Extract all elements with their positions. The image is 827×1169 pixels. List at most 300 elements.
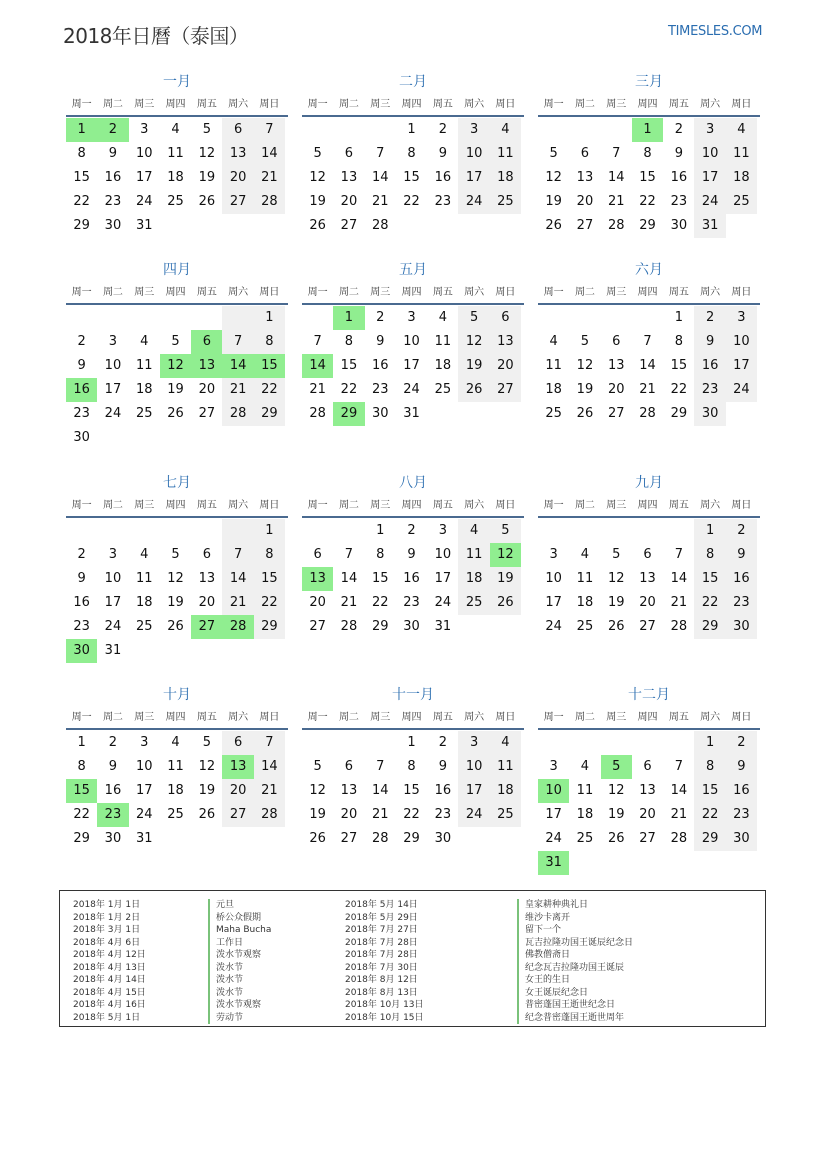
day-cell: 16 xyxy=(73,595,90,610)
weekday-label: 周五 xyxy=(668,500,689,511)
day-cell: 27 xyxy=(639,831,656,846)
day-cell: 30 xyxy=(726,615,757,639)
holiday-date: 2018年 4月 6日 xyxy=(73,937,141,948)
day-cell: 22 xyxy=(694,591,725,615)
day-cell: 11 xyxy=(135,571,153,586)
day-cell: 29 xyxy=(694,827,725,851)
holiday-name: 女王诞辰纪念日 xyxy=(517,987,633,1000)
day-cell: 20 xyxy=(309,595,326,610)
day-cell: 4 xyxy=(171,735,180,750)
day-cell: 24 xyxy=(135,194,153,209)
day-cell: 7 xyxy=(376,146,385,161)
day-cell: 5 xyxy=(313,146,322,161)
day-cell: 12 xyxy=(309,170,326,185)
day-cell: 3 xyxy=(726,306,757,330)
day-cell: 4 xyxy=(438,310,447,325)
day-cell: 22 xyxy=(254,591,285,615)
day-cell: 24 xyxy=(726,378,757,402)
day-cell: 12 xyxy=(545,170,562,185)
day-cell: 6 xyxy=(490,306,521,330)
day-cell: 18 xyxy=(576,595,594,610)
day-cell: 11 xyxy=(726,142,757,166)
day-cell: 30 xyxy=(104,218,122,233)
day-cell: 3 xyxy=(458,118,489,142)
day-cell: 25 xyxy=(458,591,489,615)
day-cell: 29 xyxy=(371,619,389,634)
day-grid xyxy=(538,731,760,875)
holiday-names-col-2 xyxy=(517,899,633,1024)
day-cell: 7 xyxy=(344,547,354,562)
day-cell: 21 xyxy=(254,779,285,803)
weekday-label: 周四 xyxy=(401,287,422,298)
day-cell: 19 xyxy=(607,807,625,822)
day-cell: 20 xyxy=(340,807,358,822)
day-cell: 6 xyxy=(313,547,322,562)
day-cell: 6 xyxy=(191,330,222,354)
day-cell: 10 xyxy=(458,755,489,779)
weekday-label: 周一 xyxy=(71,500,92,511)
weekday-label: 周四 xyxy=(637,500,658,511)
day-cell: 18 xyxy=(545,382,562,397)
day-cell: 5 xyxy=(490,519,521,543)
header-rule xyxy=(302,516,524,518)
empty-cell xyxy=(191,519,222,543)
day-cell: 21 xyxy=(371,807,389,822)
holiday-name: 泼水节 xyxy=(208,962,271,975)
day-cell: 29 xyxy=(639,218,656,233)
weekday-header xyxy=(538,496,760,516)
day-cell: 15 xyxy=(670,358,688,373)
month-block xyxy=(302,260,524,426)
day-cell: 25 xyxy=(135,619,153,634)
day-grid xyxy=(66,519,288,663)
weekday-header xyxy=(66,496,288,516)
day-cell: 1 xyxy=(632,118,663,142)
empty-cell xyxy=(601,731,632,755)
day-cell: 11 xyxy=(490,755,521,779)
weekday-label: 周三 xyxy=(606,287,627,298)
empty-cell xyxy=(66,306,97,330)
day-cell: 27 xyxy=(576,218,594,233)
weekday-label: 周六 xyxy=(464,99,485,110)
empty-cell xyxy=(333,731,364,755)
holiday-name: 女王的生日 xyxy=(517,974,633,987)
day-cell: 17 xyxy=(403,358,420,373)
day-cell: 30 xyxy=(66,639,97,663)
day-cell: 25 xyxy=(167,807,184,822)
day-cell: 25 xyxy=(726,190,757,214)
holiday-name: 皇家耕种典礼日 xyxy=(517,899,633,912)
brand-link[interactable]: TIMESLES.COM xyxy=(668,24,763,39)
month-name: 十月 xyxy=(163,687,191,703)
day-cell: 14 xyxy=(254,755,285,779)
day-cell: 20 xyxy=(198,595,216,610)
weekday-header xyxy=(538,708,760,728)
day-cell: 4 xyxy=(549,334,558,349)
day-cell: 5 xyxy=(313,759,322,774)
holiday-name: 留下一个 xyxy=(517,924,633,937)
day-cell: 22 xyxy=(73,194,90,209)
day-cell: 6 xyxy=(612,334,621,349)
day-cell: 20 xyxy=(198,382,216,397)
empty-cell xyxy=(333,519,364,543)
day-cell: 29 xyxy=(333,402,364,426)
day-cell: 18 xyxy=(726,166,757,190)
day-cell: 27 xyxy=(222,190,253,214)
day-cell: 12 xyxy=(198,146,216,161)
day-cell: 8 xyxy=(344,334,354,349)
day-cell: 16 xyxy=(694,354,725,378)
weekday-label: 周六 xyxy=(700,287,721,298)
weekday-label: 周一 xyxy=(307,287,328,298)
weekday-label: 周一 xyxy=(543,712,564,723)
day-cell: 19 xyxy=(607,595,625,610)
day-cell: 7 xyxy=(222,330,253,354)
day-cell: 28 xyxy=(309,406,326,421)
day-cell: 16 xyxy=(726,567,757,591)
weekday-label: 周六 xyxy=(228,99,249,110)
day-cell: 28 xyxy=(222,402,253,426)
day-cell: 27 xyxy=(340,831,358,846)
day-cell: 4 xyxy=(490,118,521,142)
day-cell: 6 xyxy=(202,547,211,562)
day-cell: 22 xyxy=(639,194,656,209)
weekday-label: 周二 xyxy=(338,500,359,511)
day-cell: 26 xyxy=(607,619,625,634)
day-cell: 15 xyxy=(340,358,358,373)
day-cell: 9 xyxy=(674,146,683,161)
day-cell: 4 xyxy=(171,122,180,137)
day-cell: 12 xyxy=(309,783,326,798)
day-cell: 30 xyxy=(434,831,452,846)
day-grid xyxy=(66,731,288,851)
weekday-label: 周一 xyxy=(543,287,564,298)
day-cell: 14 xyxy=(670,783,688,798)
day-cell: 16 xyxy=(104,783,122,798)
day-cell: 28 xyxy=(371,218,389,233)
day-cell: 10 xyxy=(538,779,569,803)
day-cell: 19 xyxy=(198,783,216,798)
day-cell: 16 xyxy=(726,779,757,803)
day-cell: 29 xyxy=(670,406,688,421)
day-cell: 28 xyxy=(371,831,389,846)
day-grid xyxy=(538,306,760,426)
holiday-name: 纪念瓦吉拉隆功国王诞辰 xyxy=(517,962,633,975)
weekday-label: 周五 xyxy=(432,287,453,298)
weekday-label: 周日 xyxy=(731,99,752,110)
day-cell: 16 xyxy=(670,170,688,185)
weekday-label: 周日 xyxy=(731,287,752,298)
day-cell: 9 xyxy=(726,543,757,567)
day-cell: 14 xyxy=(639,358,656,373)
day-cell: 20 xyxy=(222,779,253,803)
day-cell: 25 xyxy=(490,190,521,214)
month-name: 十一月 xyxy=(392,687,434,703)
holiday-date: 2018年 8月 13日 xyxy=(345,987,418,998)
holiday-date: 2018年 4月 12日 xyxy=(73,950,146,960)
day-cell: 19 xyxy=(545,194,562,209)
day-cell: 24 xyxy=(135,807,153,822)
holiday-date: 2018年 10月 13日 xyxy=(345,1000,424,1010)
empty-cell xyxy=(569,519,600,543)
weekday-header xyxy=(66,95,288,115)
day-cell: 5 xyxy=(171,334,180,349)
day-cell: 13 xyxy=(340,783,358,798)
weekday-label: 周二 xyxy=(574,287,595,298)
holiday-date: 2018年 1月 1日 xyxy=(73,900,141,910)
day-cell: 12 xyxy=(160,354,191,378)
day-cell: 14 xyxy=(222,354,253,378)
weekday-header xyxy=(538,95,760,115)
day-cell: 17 xyxy=(458,166,489,190)
weekday-label: 周五 xyxy=(196,712,217,723)
day-cell: 13 xyxy=(340,170,358,185)
day-cell: 10 xyxy=(458,142,489,166)
day-cell: 4 xyxy=(140,334,149,349)
day-cell: 27 xyxy=(490,378,521,402)
weekday-label: 周二 xyxy=(574,712,595,723)
day-cell: 8 xyxy=(694,543,725,567)
day-cell: 30 xyxy=(694,402,725,426)
holiday-date: 2018年 8月 12日 xyxy=(345,975,418,985)
holiday-date: 2018年 5月 14日 xyxy=(345,900,418,910)
holiday-date: 2018年 5月 29日 xyxy=(345,912,418,923)
month-name: 十二月 xyxy=(628,687,670,703)
day-cell: 22 xyxy=(73,807,90,822)
empty-cell xyxy=(97,519,128,543)
day-cell: 5 xyxy=(202,735,211,750)
empty-cell xyxy=(302,519,333,543)
day-cell: 4 xyxy=(140,547,149,562)
empty-cell xyxy=(222,306,253,330)
day-grid xyxy=(66,306,288,450)
day-cell: 19 xyxy=(490,567,521,591)
header-rule xyxy=(302,728,524,730)
day-cell: 6 xyxy=(580,146,590,161)
day-cell: 7 xyxy=(222,543,253,567)
empty-cell xyxy=(663,519,694,543)
weekday-label: 周六 xyxy=(228,500,249,511)
day-cell: 27 xyxy=(607,406,625,421)
empty-cell xyxy=(632,731,663,755)
day-cell: 19 xyxy=(458,354,489,378)
weekday-label: 周二 xyxy=(338,287,359,298)
month-block xyxy=(66,260,288,450)
day-cell: 2 xyxy=(108,735,118,750)
day-cell: 21 xyxy=(607,194,625,209)
day-cell: 3 xyxy=(438,523,447,538)
day-cell: 26 xyxy=(490,591,521,615)
day-cell: 28 xyxy=(639,406,656,421)
day-cell: 15 xyxy=(371,571,389,586)
weekday-label: 周四 xyxy=(637,287,658,298)
day-cell: 26 xyxy=(607,831,625,846)
holiday-date: 2018年 4月 15日 xyxy=(73,987,146,998)
weekday-label: 周日 xyxy=(495,500,516,511)
day-cell: 5 xyxy=(549,146,558,161)
day-cell: 17 xyxy=(545,595,562,610)
day-cell: 13 xyxy=(191,354,222,378)
day-cell: 14 xyxy=(254,142,285,166)
weekday-label: 周三 xyxy=(134,500,155,511)
day-cell: 14 xyxy=(607,170,625,185)
day-cell: 31 xyxy=(104,643,122,658)
day-cell: 13 xyxy=(490,330,521,354)
day-cell: 27 xyxy=(340,218,358,233)
day-grid xyxy=(538,519,760,639)
day-cell: 12 xyxy=(198,759,216,774)
day-cell: 11 xyxy=(545,358,562,373)
day-cell: 26 xyxy=(458,378,489,402)
day-cell: 16 xyxy=(66,378,97,402)
weekday-header xyxy=(302,95,524,115)
day-cell: 15 xyxy=(254,354,285,378)
day-cell: 8 xyxy=(254,543,285,567)
holiday-name: 维沙卡离开 xyxy=(517,912,633,925)
weekday-label: 周五 xyxy=(668,287,689,298)
weekday-label: 周四 xyxy=(165,99,186,110)
day-cell: 16 xyxy=(403,571,420,586)
day-cell: 10 xyxy=(135,759,153,774)
day-cell: 16 xyxy=(434,170,452,185)
month-name: 八月 xyxy=(399,475,427,491)
day-cell: 9 xyxy=(726,755,757,779)
empty-cell xyxy=(97,306,128,330)
day-cell: 3 xyxy=(549,547,558,562)
weekday-label: 周日 xyxy=(259,99,280,110)
day-cell: 30 xyxy=(403,619,420,634)
weekday-label: 周二 xyxy=(102,287,123,298)
day-cell: 27 xyxy=(191,615,222,639)
month-block xyxy=(538,260,760,426)
weekday-label: 周一 xyxy=(71,712,92,723)
day-cell: 20 xyxy=(576,194,594,209)
month-block xyxy=(66,473,288,663)
day-cell: 13 xyxy=(607,358,625,373)
day-grid xyxy=(302,731,524,851)
empty-cell xyxy=(538,731,569,755)
day-cell: 23 xyxy=(726,591,757,615)
holiday-name: 泼水节观察 xyxy=(208,999,271,1012)
day-cell: 21 xyxy=(222,378,253,402)
day-cell: 1 xyxy=(694,731,725,755)
day-cell: 18 xyxy=(490,166,521,190)
day-cell: 9 xyxy=(376,334,385,349)
month-name: 一月 xyxy=(163,74,191,90)
weekday-label: 周六 xyxy=(700,99,721,110)
day-cell: 10 xyxy=(104,358,122,373)
day-cell: 24 xyxy=(403,382,420,397)
month-name: 四月 xyxy=(163,262,191,278)
day-cell: 3 xyxy=(108,547,118,562)
month-block xyxy=(66,72,288,238)
header-rule xyxy=(66,115,288,117)
header-rule xyxy=(302,303,524,305)
holiday-date: 2018年 7月 30日 xyxy=(345,962,418,973)
empty-cell xyxy=(365,118,396,142)
day-cell: 13 xyxy=(639,571,656,586)
weekday-label: 周五 xyxy=(196,99,217,110)
day-cell: 31 xyxy=(135,218,153,233)
weekday-label: 周六 xyxy=(464,712,485,723)
day-cell: 25 xyxy=(576,831,594,846)
day-cell: 9 xyxy=(108,759,118,774)
holiday-name: 普密蓬国王逝世纪念日 xyxy=(517,999,633,1012)
weekday-label: 周三 xyxy=(370,712,391,723)
day-cell: 21 xyxy=(670,595,688,610)
day-cell: 4 xyxy=(580,759,590,774)
day-cell: 12 xyxy=(576,358,594,373)
holiday-date: 2018年 5月 1日 xyxy=(73,1012,141,1023)
day-cell: 18 xyxy=(434,358,452,373)
weekday-label: 周四 xyxy=(401,99,422,110)
day-cell: 25 xyxy=(434,382,452,397)
day-cell: 21 xyxy=(639,382,656,397)
day-cell: 14 xyxy=(340,571,358,586)
day-cell: 2 xyxy=(438,122,447,137)
empty-cell xyxy=(569,306,600,330)
day-cell: 22 xyxy=(694,803,725,827)
day-cell: 26 xyxy=(576,406,594,421)
empty-cell xyxy=(663,731,694,755)
day-cell: 9 xyxy=(108,146,118,161)
day-cell: 17 xyxy=(104,595,122,610)
holiday-date: 2018年 3月 1日 xyxy=(73,925,141,935)
holiday-list xyxy=(59,890,766,1027)
holiday-name: 元旦 xyxy=(208,899,271,912)
day-cell: 16 xyxy=(434,783,452,798)
header-rule xyxy=(538,728,760,730)
weekday-label: 周四 xyxy=(401,712,422,723)
weekday-label: 周五 xyxy=(432,712,453,723)
header-rule xyxy=(66,516,288,518)
day-cell: 18 xyxy=(167,170,184,185)
day-cell: 16 xyxy=(104,170,122,185)
day-cell: 10 xyxy=(434,547,452,562)
day-grid xyxy=(538,118,760,238)
empty-cell xyxy=(302,118,333,142)
weekday-label: 周一 xyxy=(307,500,328,511)
day-cell: 12 xyxy=(607,571,625,586)
day-cell: 11 xyxy=(490,142,521,166)
day-cell: 25 xyxy=(576,619,594,634)
day-cell: 1 xyxy=(66,118,97,142)
weekday-label: 周五 xyxy=(668,712,689,723)
holiday-name: Maha Bucha xyxy=(208,924,271,937)
day-cell: 24 xyxy=(694,190,725,214)
day-cell: 13 xyxy=(222,142,253,166)
day-cell: 8 xyxy=(407,759,416,774)
day-cell: 22 xyxy=(340,382,358,397)
day-cell: 10 xyxy=(135,146,153,161)
weekday-label: 周四 xyxy=(637,99,658,110)
day-cell: 10 xyxy=(726,330,757,354)
day-cell: 26 xyxy=(167,619,184,634)
empty-cell xyxy=(129,306,160,330)
day-cell: 15 xyxy=(403,783,420,798)
day-cell: 11 xyxy=(135,358,153,373)
weekday-header xyxy=(66,708,288,728)
day-cell: 5 xyxy=(601,755,632,779)
weekday-label: 周二 xyxy=(102,500,123,511)
weekday-header xyxy=(66,283,288,303)
holiday-name: 工作日 xyxy=(208,937,271,950)
day-cell: 9 xyxy=(77,571,86,586)
day-cell: 3 xyxy=(549,759,558,774)
weekday-label: 周二 xyxy=(338,712,359,723)
weekday-label: 周三 xyxy=(370,500,391,511)
empty-cell xyxy=(569,731,600,755)
